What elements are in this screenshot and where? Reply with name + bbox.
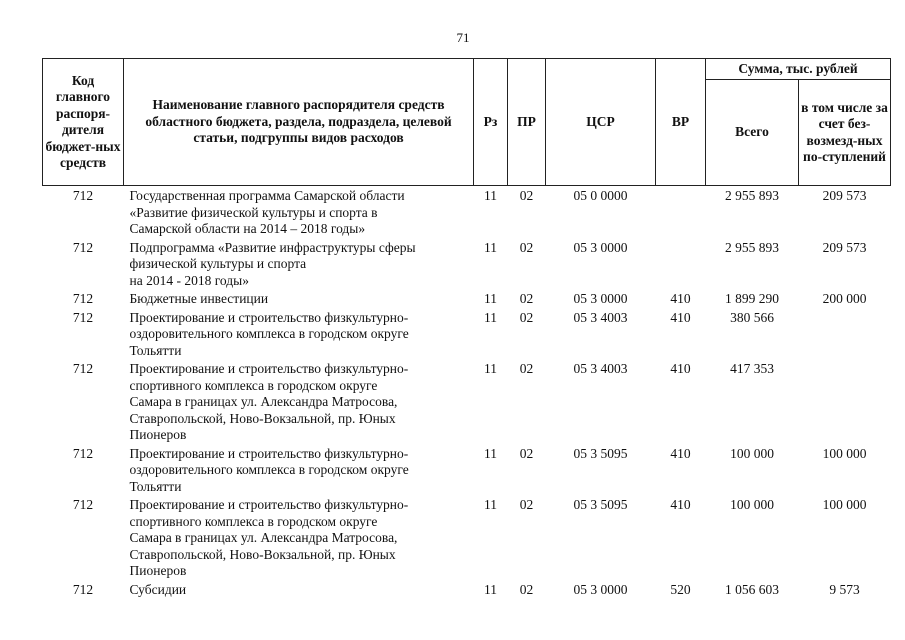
cell-pr: 02 bbox=[519, 309, 534, 325]
cell-rz: 11 bbox=[484, 497, 497, 512]
cell-name-line: физической культуры и спорта bbox=[129, 256, 307, 271]
cell-vr bbox=[656, 240, 706, 290]
cell-code: 712 bbox=[72, 497, 94, 512]
cell-rz: 11 bbox=[484, 445, 497, 461]
cell-code: 712 bbox=[72, 581, 94, 597]
cell-code: 712 bbox=[72, 309, 94, 325]
cell-free: 200 000 bbox=[822, 291, 867, 306]
cell-name-line: Субсидии bbox=[129, 581, 187, 597]
table-body bbox=[43, 186, 891, 599]
cell-code: 712 bbox=[72, 291, 94, 306]
cell-name bbox=[124, 186, 474, 238]
cell-code: 712 bbox=[72, 361, 94, 376]
table-row bbox=[43, 186, 891, 238]
header-total: Всего bbox=[706, 80, 799, 186]
cell-name-line: Пионеров bbox=[129, 563, 187, 578]
budget-table bbox=[42, 58, 891, 598]
cell-name-line: оздоровительного комплекса в городском округе bbox=[129, 462, 409, 477]
cell-free: 209 573 bbox=[822, 188, 867, 203]
cell-rz: 11 bbox=[484, 361, 497, 376]
cell-name-line: Ставропольской, Ново-Вокзальной, пр. Юных bbox=[129, 410, 396, 426]
cell-name-line: Тольятти bbox=[129, 478, 182, 494]
header-name: Наименование главного распорядителя средств областного бюджета, раздела, подраздела, целевой статьи, подгруппы видов расходов bbox=[124, 59, 474, 186]
cell-csr: 05 3 5095 bbox=[573, 445, 628, 461]
cell-name bbox=[124, 446, 474, 496]
cell-free: 100 000 bbox=[822, 445, 867, 461]
cell-pr: 02 bbox=[519, 361, 534, 376]
cell-pr: 02 bbox=[519, 445, 534, 461]
cell-total: 380 566 bbox=[730, 309, 774, 325]
cell-name-line: на 2014 - 2018 годы» bbox=[129, 272, 249, 288]
cell-name bbox=[124, 582, 474, 599]
cell-name-line: «Развитие физической культуры и спорта в bbox=[129, 204, 378, 220]
cell-name-line: Ставропольской, Ново-Вокзальной, пр. Юных bbox=[129, 546, 396, 562]
table-row bbox=[43, 291, 891, 308]
cell-vr bbox=[656, 186, 706, 238]
cell-free: 209 573 bbox=[822, 239, 867, 255]
cell-code: 712 bbox=[72, 239, 94, 255]
cell-pr: 02 bbox=[519, 239, 534, 255]
table-row bbox=[43, 446, 891, 496]
table-row bbox=[43, 240, 891, 290]
cell-name bbox=[124, 361, 474, 444]
cell-name-line: спортивного комплекса в городском округе bbox=[129, 513, 378, 529]
table-row bbox=[43, 497, 891, 580]
cell-total: 100 000 bbox=[730, 445, 774, 461]
cell-name-line: Тольятти bbox=[129, 342, 182, 358]
table-row bbox=[43, 582, 891, 599]
cell-vr: 410 bbox=[670, 445, 691, 461]
header-pr: ПР bbox=[508, 59, 546, 186]
cell-total: 2 955 893 bbox=[725, 239, 779, 255]
cell-total: 100 000 bbox=[730, 497, 774, 512]
cell-csr: 05 3 0000 bbox=[573, 581, 628, 597]
cell-vr: 410 bbox=[670, 291, 691, 306]
cell-free bbox=[799, 310, 891, 360]
cell-free bbox=[799, 361, 891, 444]
cell-name-line: Проектирование и строительство физкультурно- bbox=[129, 445, 409, 461]
cell-name bbox=[124, 310, 474, 360]
cell-name bbox=[124, 497, 474, 580]
cell-csr: 05 3 4003 bbox=[573, 361, 628, 376]
cell-pr: 02 bbox=[519, 188, 534, 203]
cell-total: 417 353 bbox=[730, 361, 774, 376]
cell-name-line: Самара в границах ул. Александра Матросова, bbox=[129, 530, 398, 545]
header-sum: Сумма, тыс. рублей bbox=[706, 59, 891, 80]
cell-total: 1 056 603 bbox=[725, 581, 779, 597]
cell-name-line: спортивного комплекса в городском округе bbox=[129, 377, 378, 393]
cell-free: 9 573 bbox=[829, 581, 860, 597]
cell-code: 712 bbox=[72, 445, 94, 461]
table-row bbox=[43, 310, 891, 360]
cell-name bbox=[124, 291, 474, 308]
cell-vr: 410 bbox=[670, 361, 691, 376]
cell-code: 712 bbox=[72, 188, 94, 203]
cell-vr: 410 bbox=[670, 309, 691, 325]
cell-name-line: Проектирование и строительство физкультурно- bbox=[129, 309, 409, 325]
cell-vr: 410 bbox=[670, 497, 691, 512]
header-rz: Рз bbox=[474, 59, 508, 186]
cell-name-line: Самарской области на 2014 – 2018 годы» bbox=[129, 221, 366, 236]
cell-name-line: Бюджетные инвестиции bbox=[129, 291, 269, 306]
cell-name-line: Самара в границах ул. Александра Матросова, bbox=[129, 394, 398, 409]
cell-pr: 02 bbox=[519, 581, 534, 597]
cell-name-line: Пионеров bbox=[129, 427, 187, 442]
cell-csr: 05 3 0000 bbox=[573, 291, 628, 306]
cell-rz: 11 bbox=[484, 239, 497, 255]
cell-csr: 05 3 5095 bbox=[573, 497, 628, 512]
cell-rz: 11 bbox=[484, 291, 497, 306]
cell-pr: 02 bbox=[519, 497, 534, 512]
cell-name-line: Проектирование и строительство физкультурно- bbox=[129, 497, 409, 512]
cell-total: 1 899 290 bbox=[725, 291, 779, 306]
page-number: 71 bbox=[456, 30, 470, 45]
cell-name-line: Государственная программа Самарской области bbox=[129, 188, 405, 203]
header-vr: ВР bbox=[656, 59, 706, 186]
header-free: в том числе за счет без-возмезд-ных по-ступлений bbox=[799, 80, 891, 186]
cell-name-line: Подпрограмма «Развитие инфраструктуры сферы bbox=[129, 239, 416, 255]
cell-rz: 11 bbox=[484, 309, 497, 325]
cell-name-line: оздоровительного комплекса в городском округе bbox=[129, 326, 409, 341]
cell-pr: 02 bbox=[519, 291, 534, 306]
cell-rz: 11 bbox=[484, 581, 497, 597]
cell-csr: 05 3 0000 bbox=[573, 239, 628, 255]
cell-vr: 520 bbox=[670, 581, 691, 597]
table-row bbox=[43, 361, 891, 444]
cell-name bbox=[124, 240, 474, 290]
cell-csr: 05 0 0000 bbox=[573, 188, 628, 203]
cell-rz: 11 bbox=[484, 188, 497, 203]
header-code: Код главного распоря-дителя бюджет-ных средств bbox=[43, 59, 124, 186]
cell-name-line: Проектирование и строительство физкультурно- bbox=[129, 361, 409, 376]
cell-total: 2 955 893 bbox=[725, 188, 779, 203]
cell-free: 100 000 bbox=[822, 497, 867, 512]
cell-csr: 05 3 4003 bbox=[573, 309, 628, 325]
header-csr: ЦСР bbox=[546, 59, 656, 186]
